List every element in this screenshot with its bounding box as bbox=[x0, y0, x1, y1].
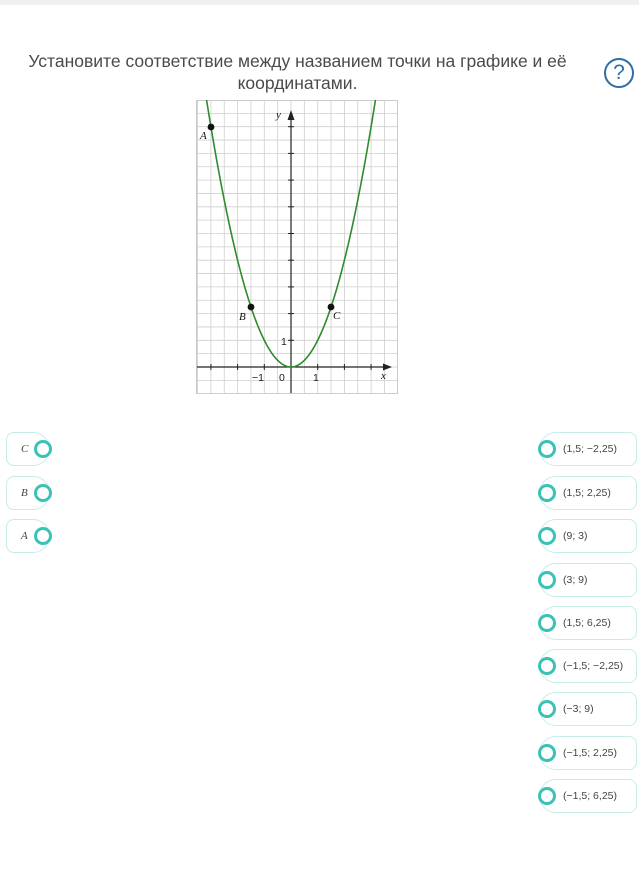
left-item-c[interactable] bbox=[6, 432, 50, 466]
answer-option-label: (9; 3) bbox=[563, 530, 588, 542]
x-axis-label: x bbox=[381, 370, 386, 382]
point-b-marker bbox=[248, 304, 255, 311]
question-text bbox=[10, 50, 585, 94]
connector-dot-icon[interactable] bbox=[538, 527, 556, 545]
answer-option-6[interactable] bbox=[539, 649, 637, 683]
answer-option-9[interactable] bbox=[539, 779, 637, 813]
connector-dot-icon[interactable] bbox=[538, 657, 556, 675]
answer-option-4[interactable] bbox=[539, 563, 637, 597]
y-axis-label: y bbox=[276, 109, 281, 121]
point-a-label: A bbox=[200, 130, 207, 142]
left-item-b[interactable] bbox=[6, 476, 50, 510]
answer-option-1[interactable] bbox=[539, 432, 637, 466]
answer-option-label: (1,5; −2,25) bbox=[563, 443, 617, 455]
connector-dot-icon[interactable] bbox=[538, 787, 556, 805]
connector-dot-icon[interactable] bbox=[538, 614, 556, 632]
connector-dot-icon[interactable] bbox=[34, 527, 52, 545]
tick-label-neg1: −1 bbox=[252, 372, 264, 384]
answer-option-label: (1,5; 6,25) bbox=[563, 617, 611, 629]
answer-option-label: (1,5; 2,25) bbox=[563, 487, 611, 499]
answer-option-label: (−1,5; 2,25) bbox=[563, 747, 617, 759]
answer-option-3[interactable] bbox=[539, 519, 637, 553]
left-item-label: C bbox=[21, 443, 29, 455]
connector-dot-icon[interactable] bbox=[538, 744, 556, 762]
point-b-label: B bbox=[239, 311, 246, 323]
answer-option-label: (−1,5; −2,25) bbox=[563, 660, 624, 672]
connector-dot-icon[interactable] bbox=[538, 484, 556, 502]
left-item-a[interactable] bbox=[6, 519, 50, 553]
connector-dot-icon[interactable] bbox=[538, 571, 556, 589]
tick-label-y1: 1 bbox=[281, 336, 287, 348]
connector-dot-icon[interactable] bbox=[34, 440, 52, 458]
help-button[interactable] bbox=[604, 58, 634, 88]
point-c-label: C bbox=[333, 310, 341, 322]
left-item-label: A bbox=[21, 530, 28, 542]
connector-dot-icon[interactable] bbox=[538, 700, 556, 718]
question-line-1: Установите соответствие между названием точки на графике и её bbox=[28, 51, 567, 71]
answer-option-label: (−1,5; 6,25) bbox=[563, 790, 617, 802]
tick-label-x1: 1 bbox=[313, 372, 319, 384]
left-item-label: B bbox=[21, 487, 28, 499]
question-mark-icon: ? bbox=[613, 61, 625, 84]
answer-option-8[interactable] bbox=[539, 736, 637, 770]
top-bar bbox=[0, 0, 639, 5]
answer-option-2[interactable] bbox=[539, 476, 637, 510]
point-a-marker bbox=[208, 124, 215, 131]
connector-dot-icon[interactable] bbox=[538, 440, 556, 458]
answer-option-7[interactable] bbox=[539, 692, 637, 726]
answer-option-label: (−3; 9) bbox=[563, 703, 594, 715]
parabola-graph bbox=[196, 100, 398, 394]
tick-label-origin: 0 bbox=[279, 372, 285, 384]
answer-option-5[interactable] bbox=[539, 606, 637, 640]
connector-dot-icon[interactable] bbox=[34, 484, 52, 502]
question-line-2: координатами. bbox=[237, 73, 358, 93]
answer-option-label: (3; 9) bbox=[563, 574, 588, 586]
